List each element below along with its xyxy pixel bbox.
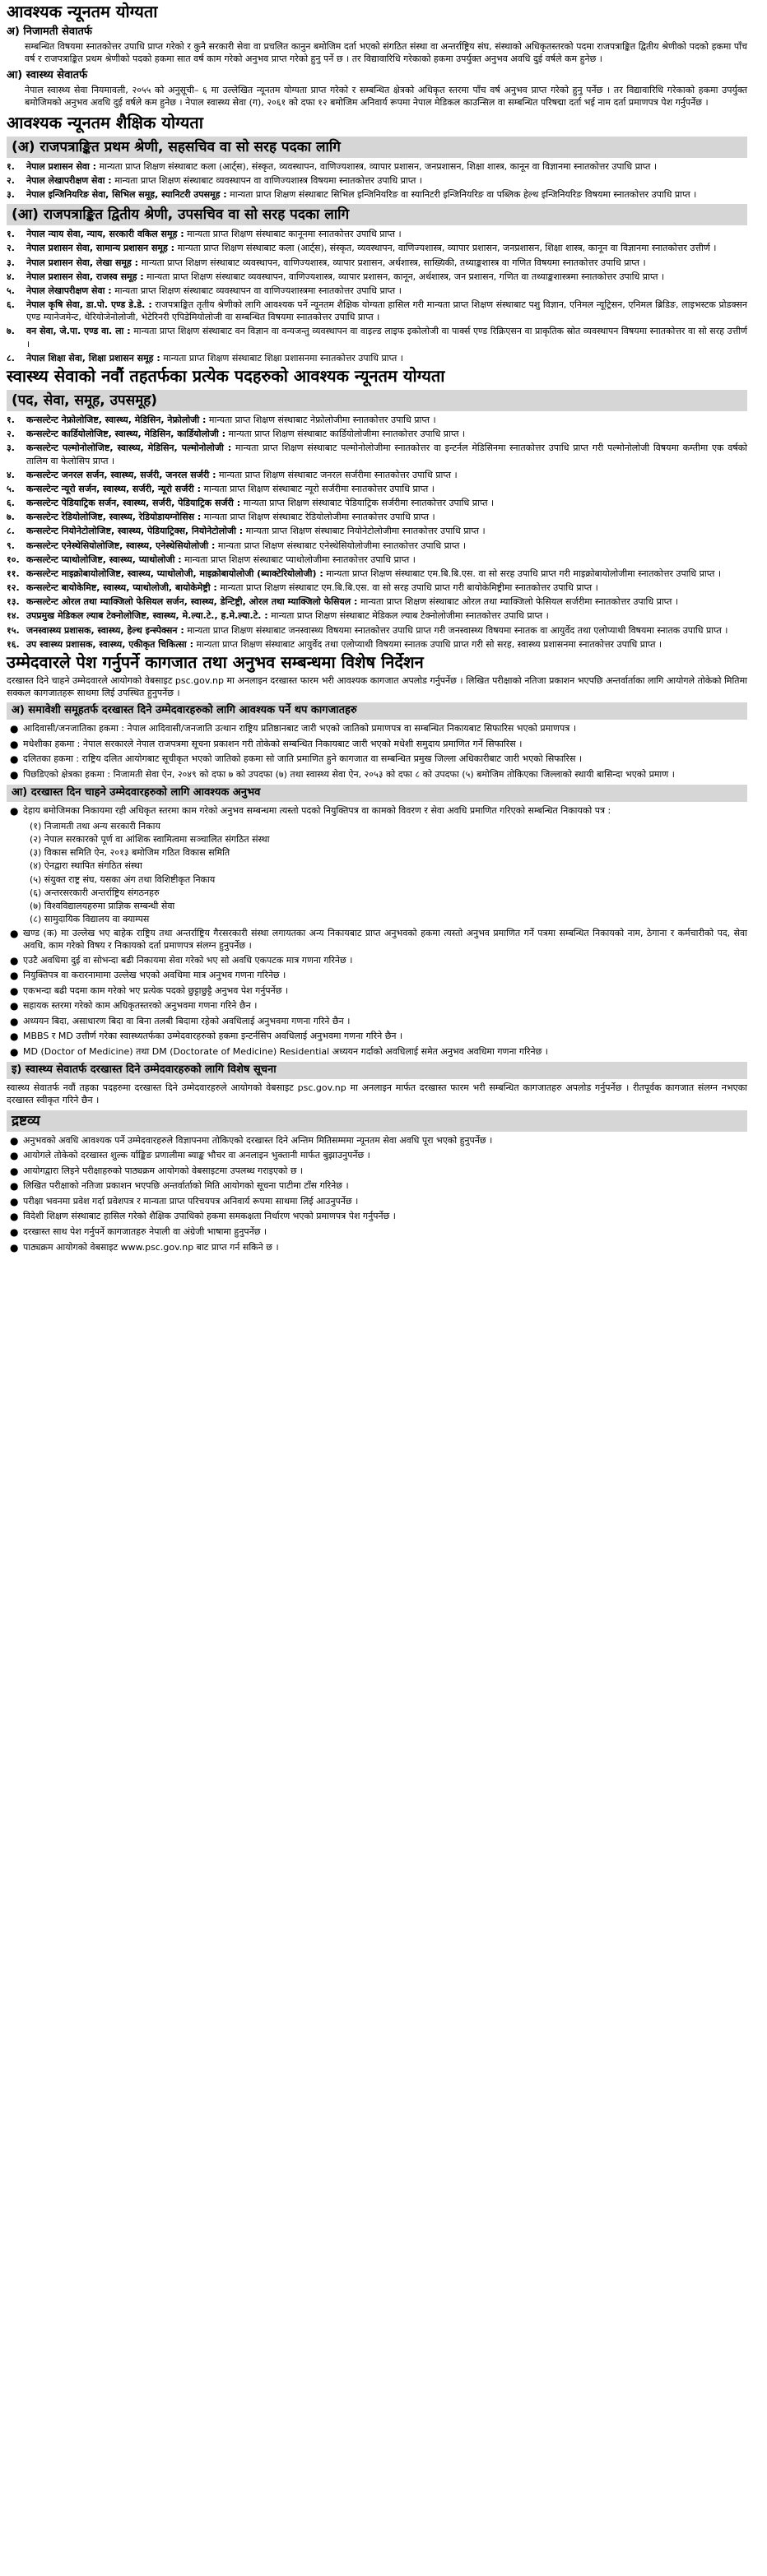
bullet-text: लिखित परीक्षाको नतिजा प्रकाशन भएपछि अन्तर्वार्ताको मिति आयोगको सूचना पाटीमा टाँस गरिनेछ । [23, 1180, 349, 1192]
item-number: ८. [7, 352, 15, 364]
post-name: कन्सल्टेन्ट प्याथोलोजिष्ट, स्वास्थ्य, प्याथोलोजी : [26, 554, 182, 565]
post-service-group-band: (पद, सेवा, समूह, उपसमूह) [7, 390, 747, 411]
post-name: कन्सल्टेन्ट एनेस्थेसियोलोजिष्ट, स्वास्थ्य, एनेस्थेसियोलोजी : [26, 540, 216, 551]
experience-note-item [7, 999, 747, 1013]
item-number: ७. [7, 326, 15, 337]
bullet-icon: ● [10, 1031, 19, 1043]
post-name: कन्सल्टेन्ट ओरल तथा म्याक्जिलो फेसियल सर्जन, स्वास्थ्य, डेन्टिष्ट्री, ओरल तथा म्याक्जिलो फेसियल : [26, 596, 358, 608]
item-number: ११. [7, 568, 20, 579]
bullet-text: सहायक स्तरमा गरेको काम अधिकृतस्तरको अनुभवमा गणना गरिने छैन । [23, 1000, 258, 1012]
bullet-icon: ● [10, 954, 19, 966]
bullet-icon: ● [10, 805, 19, 818]
bullet-text: आयोगद्वारा लिइने परीक्षाहरुको पाठ्यक्रम आयोगको वेबसाइटमा उपलब्ध गराइएको छ । [23, 1165, 304, 1176]
item-number: २. [7, 174, 15, 186]
agency-item: (३) विकास समिति ऐन, २०१३ बमोजिम गठित विकास समिति [30, 847, 230, 859]
bullet-text: अध्ययन बिदा, असाधारण बिदा वा बिना तलबी बिदामा रहेको अवधिलाई अनुभवमा गणना गरिने छैन । [23, 1015, 351, 1026]
post-name: कन्सल्टेन्ट रेडियोलोजिष्ट, स्वास्थ्य, रेडियोडायग्नोसिस : [26, 512, 202, 523]
second-class-item [7, 325, 747, 350]
item-number: ८. [7, 526, 15, 537]
health-service-text: नेपाल स्वास्थ्य सेवा नियमावली, २०५५ को अनुसूची– ६ मा उल्लेखित न्यूनतम योग्यता प्राप्त गरेको र सम्बन्धित क्षेत्रको अधिकृत स्तरमा पाँच वर्ष अनुभव प्राप्त गरेको हुनु पर्नेछ । तर विद्यावारिधि गरेकाको हकमा उपर्युक्त बमोजिमको अनुभव अवधि दुई वर्षले कम हुनेछ । नेपाल स्वास्थ्य सेवा (ग), २०६१ को दफा १२ बमोजिम अनिवार्य रूपमा नेपाल मेडिकल काउन्सिल वा सम्बन्धित परिषद्मा दर्ता भई नाम दर्ता प्रमाणपत्र पेश गर्नुपर्नेछ । [25, 85, 747, 109]
item-number: १०. [7, 554, 20, 565]
special-instruction-intro: दरखास्त दिने चाहने उम्मेदवारले आयोगको वेबसाइट psc.gov.np मा अनलाइन दरखास्त फारम भरी आवश्यक कागजात अपलोड गर्नुपर्नेछ । लिखित परीक्षाको नतिजा प्रकाशन भएपछि अन्तर्वार्ताका लागि आयोगले तोकेको मितिमा सक्कल कागजातहरू साथमा लिई उपस्थित हुनुपर्नेछ । [7, 675, 747, 699]
second-class-item [7, 271, 747, 283]
inclusive-docs-band: अ) समावेशी समूहतर्फ दरखास्त दिने उम्मेदवारहरुको लागि आवश्यक पर्ने थप कागजातहरु [7, 702, 747, 720]
post-qualification: मान्यता प्राप्त शिक्षण संस्थाबाट नेफ्रोलोजीमा स्नातकोत्तर उपाधि प्राप्त । [206, 415, 436, 426]
second-class-item [7, 242, 747, 254]
health-post-list [7, 414, 747, 651]
post-name: उपप्रमुख मेडिकल ल्याब टेक्नोलोजिष्ट, स्वास्थ्य, मे.ल्या.टे., ह.मे.ल्या.टे. : [26, 610, 268, 622]
health-post-item [7, 525, 747, 537]
post-name: नेपाल प्रशासन सेवा : [26, 160, 97, 172]
second-class-item [7, 285, 747, 297]
post-qualification: मान्यता प्राप्त शिक्षण संस्थाबाट सिभिल इन्जिनियरिङ वा स्यानिटरी इन्जिनियरिङ वा पब्लिक हेल्थ इन्जिनियरिङ विषयमा स्नातकोत्तर उपाधि प्राप्त । [226, 189, 697, 200]
post-name: कन्सल्टेन्ट नेफ्रोलोजिष्ट, स्वास्थ्य, मेडिसिन, नेफ्रोलोजी : [26, 415, 207, 426]
item-number: ५. [7, 285, 15, 296]
post-qualification: मान्यता प्राप्त शिक्षण संस्थाबाट एम.बि.बि.एस. वा सो सरह उपाधि प्राप्त गरी बायोकेमिष्ट्रीमा स्नातकोत्तर उपाधि प्राप्त । [216, 582, 598, 594]
bullet-text: दरखास्त साथ पेश गर्नुपर्ने कागजातहरु नेपाली वा अंग्रेजी भाषामा हुनुपर्नेछ । [23, 1226, 267, 1238]
bullet-text: खण्ड (क) मा उल्लेख भए बाहेक राष्ट्रिय तथा अन्तर्राष्ट्रिय गैरसरकारी संस्था लगायतका अन्य निकायबाट प्राप्त अनुभवको हकमा त्यस्तो अनुभव प्रमाणित गर्ने पत्रमा सम्बन्धित निकायको नाम, ठेगाना र कर्मचारीको पद, सेवा अवधि, काम गरेको विषय र निकायको दर्ता प्रमाणपत्र संलग्न हुनुपर्नेछ । [23, 928, 747, 952]
bullet-text: नियुक्तिपत्र वा करारनामामा उल्लेख भएको अवधिमा मात्र अनुभव गणना गरिनेछ । [23, 970, 286, 981]
post-name: नेपाल शिक्षा सेवा, शिक्षा प्रशासन समूह : [26, 352, 160, 364]
health-special-notice-band: इ) स्वास्थ्य सेवातर्फ दरखास्त दिने उम्मेदवारहरुको लागि विशेष सूचना [7, 1062, 747, 1079]
health-post-item [7, 638, 747, 651]
bullet-text: पाठ्यक्रम आयोगको वेबसाइट www.psc.gov.np बाट प्राप्त गर्न सकिने छ । [23, 1241, 279, 1253]
post-name: उप स्वास्थ्य प्रशासक, स्वास्थ्य, एकीकृत चिकित्सा : [26, 638, 193, 650]
post-qualification: मान्यता प्राप्त शिक्षण संस्थाबाट शिक्षा प्रशासनमा स्नातकोत्तर उपाधि प्राप्त । [160, 352, 403, 364]
post-qualification: मान्यता प्राप्त शिक्षण संस्थाबाट प्याथोलोजीमा स्नातकोत्तर उपाधि प्राप्त । [181, 554, 416, 565]
post-name: कन्सल्टेन्ट बायोकेमिष्ट, स्वास्थ्य, प्याथोलोजी, बायोकेमेष्ट्री : [26, 582, 217, 594]
post-name: कन्सल्टेन्ट कार्डियोलोजिष्ट, स्वास्थ्य, मेडिसिन, कार्डियोलोजी : [26, 429, 226, 440]
bullet-icon: ● [10, 1015, 19, 1027]
inclusive-doc-item [7, 768, 747, 782]
item-number: ३. [7, 257, 15, 268]
post-name: वन सेवा, जे.पा. एण्ड वा. ला : [26, 326, 131, 337]
second-class-item [7, 352, 747, 364]
note-item [7, 1225, 747, 1239]
bullet-text: आदिवासी/जनजातिका हकमा : नेपाल आदिवासी/जनजाति उत्थान राष्ट्रिय प्रतिष्ठानबाट जारी भएको जातिको प्रमाणपत्र वा सम्बन्धित निकायबाट सिफारिस भएको प्रमाणपत्र । [23, 723, 576, 734]
post-name: कन्सल्टेन्ट पल्मोनोलोजिष्ट, स्वास्थ्य, मेडिसिन, पल्मोनोलोजी : [26, 442, 232, 454]
inclusive-doc-item [7, 722, 747, 736]
bullet-text: पिछडिएको क्षेत्रका हकमा : निजामती सेवा ऐन, २०४९ को दफा ७ को उपदफा (७) तथा स्वास्थ्य सेवा ऐन, २०५३ को दफा ८ को उपदफा (५) बमोजिम तोकिएका जिल्लाको स्थायी बासिन्दा भएको प्रमाण । [23, 768, 675, 780]
item-number: ४. [7, 271, 15, 282]
post-qualification: मान्यता प्राप्त शिक्षण संस्थाबाट वन विज्ञान वा वन्यजन्तु व्यवस्थापन वा वाइल्ड लाइफ इकोलोजी वा पार्क्स एण्ड रिक्रिएसन वा प्राकृतिक स्रोत व्यवस्थापन विषयमा स्नातकोत्तर वा सो सरह उत्तीर्ण । [26, 326, 748, 350]
notes-band: द्रष्टव्य [7, 1110, 747, 1132]
agency-item: (२) नेपाल सरकारको पूर्ण वा आंशिक स्वामित्वमा सञ्चालित संगठित संस्था [30, 834, 270, 846]
health-post-item [7, 624, 747, 637]
health-post-item [7, 497, 747, 509]
notice-page [0, 0, 754, 1254]
item-number: १२. [7, 582, 20, 594]
experience-note-item [7, 1015, 747, 1029]
experience-note-item [7, 1045, 747, 1059]
bullet-icon: ● [10, 1241, 19, 1253]
post-qualification: मान्यता प्राप्त शिक्षण संस्थाबाट कला (आर्ट्स), संस्कृत, व्यवस्थापन, वाणिज्यशास्त्र, व्यापार प्रशासन, जनप्रशासन, शिक्षा शास्त्र, कानून वा विज्ञानमा स्नातकोत्तर उपाधि प्राप्त । [96, 160, 658, 172]
post-qualification: मान्यता प्राप्त शिक्षण संस्थाबाट जनरल सर्जरीमा स्नातकोत्तर उपाधि प्राप्त । [216, 469, 458, 480]
post-name: नेपाल प्रशासन सेवा, राजस्व समूह : [26, 271, 144, 282]
experience-note-item [7, 1030, 747, 1044]
bullet-icon: ● [10, 768, 19, 781]
bullet-text: एउटै अवधिमा दुई वा सोभन्दा बढी निकायमा सेवा गरेको भए सो अवधि एकपटक मात्र गणना गरिनेछ । [23, 954, 353, 966]
bullet-icon: ● [10, 738, 19, 750]
bullet-icon: ● [10, 1226, 19, 1239]
post-name: कन्सल्टेन्ट माइक्रोबायोलोजिष्ट, स्वास्थ्य, प्याथोलोजी, माइक्रोबायोलोजी (ब्याक्टेरियोलोजी) : [26, 568, 323, 579]
item-number: २. [7, 429, 15, 440]
second-class-item [7, 299, 747, 323]
min-qualification-title: आवश्यक न्यूनतम योग्यता [7, 2, 158, 21]
bullet-text: आयोगले तोकेको दरखास्त शुल्क र्याङ्किङ प्रणालीमा ब्याङ्क भौचर वा अनलाइन भुक्तानी मार्फत बुझाउनुपर्नेछ । [23, 1150, 370, 1161]
first-class-list [7, 160, 747, 202]
post-name: नेपाल लेखापरीक्षण सेवा : [26, 285, 112, 296]
health-post-item [7, 483, 747, 495]
post-qualification: मान्यता प्राप्त शिक्षण संस्थाबाट पेडियाट्रिक सर्जरीमा स्नातकोत्तर उपाधि प्राप्त । [240, 498, 495, 509]
health-post-item [7, 540, 747, 552]
post-qualification: मान्यता प्राप्त शिक्षण संस्थाबाट रेडियोलोजीमा स्नातकोत्तर उपाधि प्राप्त । [201, 512, 435, 523]
health-special-notice-text: स्वास्थ्य सेवातर्फ नवौं तहका पदहरुमा दरखास्त दिने उम्मेदवारहरुले आयोगको वेबसाइट psc.gov.np मा अनलाइन मार्फत दरखास्त फारम भरी सम्बन्धित कागजातहरु अपलोड गर्नुपर्नेछ । रीतपूर्वक कागजात संलग्न नभएका दरखास्त स्वीकृत गरिने छैन । [7, 1082, 747, 1106]
agency-item: (८) सामुदायिक विद्यालय वा क्याम्पस [30, 914, 150, 925]
experience-item [7, 804, 747, 818]
second-class-item [7, 257, 747, 269]
post-name: नेपाल लेखापरीक्षण सेवा : [26, 174, 112, 186]
item-number: १३. [7, 596, 20, 608]
health-service-label: आ) स्वास्थ्य सेवातर्फ [7, 69, 88, 82]
experience-notes-list [7, 927, 747, 1059]
agency-item: (७) विश्वविद्यालयहरुमा प्राज्ञिक सम्बन्धी सेवा [30, 900, 175, 911]
note-item [7, 1149, 747, 1163]
health-ninth-level-title: स्वास्थ्य सेवाको नवौं तहतर्फका प्रत्येक पदहरुको आवश्यक न्यूनतम योग्यता [7, 365, 445, 386]
agency-list [7, 820, 747, 925]
note-item [7, 1179, 747, 1193]
bullet-icon: ● [10, 1000, 19, 1012]
agency-item: (६) अन्तरसरकारी अन्तर्राष्ट्रिय संगठनहरु [30, 887, 160, 898]
second-class-item [7, 228, 747, 240]
health-post-item [7, 511, 747, 523]
post-qualification: मान्यता प्राप्त शिक्षण संस्थाबाट जनस्वास्थ्य विषयमा स्नातकोत्तर उपाधि प्राप्त गरी जनस्वास्थ्य विषयमा स्नातक वा आयुर्वेद तथा एलोप्याथी विषयमा स्नातक उपाधि प्राप्त । [184, 624, 728, 636]
experience-note-item [7, 969, 747, 983]
bullet-icon: ● [10, 753, 19, 766]
bullet-icon: ● [10, 1180, 19, 1193]
item-number: २. [7, 243, 15, 254]
item-number: ६. [7, 299, 15, 311]
bullet-text: देहाय बमोजिमका निकायमा रही अधिकृत स्तरमा काम गरेको अनुभव सम्बन्धमा त्यस्तो पदको नियुक्तिपत्र वा कामको विवरण र सेवा अवधि प्रमाणित गरिएको सम्बन्धित निकायको पत्र : [23, 805, 611, 817]
note-item [7, 1195, 747, 1209]
post-name: नेपाल प्रशासन सेवा, लेखा समूह : [26, 257, 139, 268]
experience-list [7, 804, 747, 818]
bullet-icon: ● [10, 1150, 19, 1162]
health-post-item [7, 428, 747, 440]
bullet-text: एकभन्दा बढी पदमा काम गरेको भए प्रत्येक पदको छुट्टाछुट्टै अनुभव पेश गर्नुपर्नेछ । [23, 985, 289, 996]
first-class-band: (अ) राजपत्राङ्कित प्रथम श्रेणी, सहसचिव वा सो सरह पदका लागि [7, 137, 747, 158]
inclusive-doc-item [7, 738, 747, 752]
health-post-item [7, 609, 747, 622]
item-number: १. [7, 415, 15, 426]
experience-note-item [7, 985, 747, 998]
post-qualification: मान्यता प्राप्त शिक्षण संस्थाबाट व्यवस्थापन, वाणिज्यशास्त्र, व्यापार प्रशासन, अर्थशास्त्र, साख्यिकी, तथ्याङ्कशास्त्र वा गणित विषयमा स्नातकोत्तर उपाधि प्राप्त । [138, 257, 646, 268]
bullet-icon: ● [10, 1165, 19, 1177]
post-qualification: मान्यता प्राप्त शिक्षण संस्थाबाट कार्डियोलोजीमा स्नातकोत्तर उपाधि प्राप्त । [225, 429, 466, 440]
item-number: १५. [7, 624, 20, 636]
item-number: ७. [7, 512, 15, 523]
item-number: ४. [7, 469, 15, 480]
post-qualification: मान्यता प्राप्त शिक्षण संस्थाबाट पल्मोनोलोजीमा स्नातकोत्तर वा इन्टर्नल मेडिसिनमा स्नातकोत्तर उपाधि प्राप्त गरी पल्मोनोलोजी विषयमा कम्तीमा एक वर्षको तालिम वा फेलोसिप प्राप्त । [26, 442, 748, 466]
first-class-item [7, 174, 747, 187]
post-qualification: मान्यता प्राप्त शिक्षण संस्थाबाट एम.बि.बि.एस. वा सो सरह उपाधि प्राप्त गरी माइक्रोबायोलोजीमा स्नातकोत्तर उपाधि प्राप्त । [323, 568, 722, 579]
bullet-icon: ● [10, 970, 19, 982]
health-post-item [7, 595, 747, 608]
bullet-icon: ● [10, 1045, 19, 1058]
notes-list [7, 1134, 747, 1254]
health-post-item [7, 469, 747, 481]
experience-band: आ) दरखास्त दिन चाहने उम्मेदवारहरुको लागि आवश्यक अनुभव [7, 785, 747, 802]
bullet-icon: ● [10, 723, 19, 735]
bullet-text: MD (Doctor of Medicine) तथा DM (Doctorate of Medicine) Residential अध्ययन गर्दाको अवधिलाई समेत अनुभव अवधिमा गणना गरिनेछ । [23, 1045, 548, 1057]
inclusive-doc-item [7, 753, 747, 767]
experience-note-item [7, 954, 747, 968]
bullet-text: अनुभवको अवधि आवश्यक पर्ने उम्मेदवारहरुले विज्ञापनमा तोकिएको दरखास्त दिने अन्तिम मितिसम्ममा न्यूनतम सेवा अवधि पूरा भएको हुनुपर्नेछ । [23, 1134, 493, 1146]
health-post-item [7, 414, 747, 426]
first-class-item [7, 160, 747, 173]
bullet-text: परीक्षा भवनमा प्रवेश गर्दा प्रवेशपत्र र मान्यता प्राप्त परिचयपत्र अनिवार्य रूपमा साथमा लिई आउनुपर्नेछ । [23, 1195, 359, 1207]
civil-service-text: सम्बन्धित विषयमा स्नातकोत्तर उपाधि प्राप्त गरेको र कुनै सरकारी सेवा वा प्रचलित कानुन बमोजिम दर्ता भएको संगठित संस्था वा अन्तर्राष्ट्रिय संघ, संस्थाको अधिकृतस्तरको पदमा राजपत्राङ्कित द्वितीय श्रेणीको पदको हकमा पाँच वर्ष र राजपत्राङ्कित प्रथम श्रेणीको पदको हकमा सात वर्ष काम गरेको अनुभव प्राप्त गरेको हुनु पर्ने छ । तर विद्यावारिधि गरेकाको हकमा उपर्युक्त अनुभव अवधि दुई वर्षले कम हुनेछ । [25, 40, 747, 65]
post-name: नेपाल प्रशासन सेवा, सामान्य प्रशासन समूह : [26, 243, 175, 254]
second-class-band: (आ) राजपत्राङ्कित द्वितीय श्रेणी, उपसचिव वा सो सरह पदका लागि [7, 204, 747, 225]
post-name: नेपाल कृषि सेवा, डा.पो. एण्ड डे.डे. : [26, 299, 152, 311]
inclusive-docs-list [7, 722, 747, 781]
item-number: १४. [7, 610, 20, 622]
item-number: १. [7, 160, 15, 172]
health-post-item [7, 581, 747, 594]
post-qualification: मान्यता प्राप्त शिक्षण संस्थाबाट आयुर्वेद तथा एलोप्याथी विषयमा स्नातक उपाधि प्राप्त गरी सो सरह, स्वास्थ्य प्रशासनमा स्नातकोत्तर उपाधि प्राप्त । [193, 638, 662, 650]
post-name: कन्सल्टेन्ट नियोनेटोलोजिष्ट, स्वास्थ्य, पेडियाट्रिक्स, नियोनेटोलोजी : [26, 526, 244, 537]
post-qualification: मान्यता प्राप्त शिक्षण संस्थाबाट कला (आर्ट्स), संस्कृत, व्यवस्थापन, वाणिज्यशास्त्र, व्यापार प्रशासन, जनप्रशासन, शिक्षा शास्त्र, कानून वा विज्ञानमा स्नातकोत्तर उत्तीर्ण । [174, 243, 717, 254]
bullet-icon: ● [10, 928, 19, 940]
post-name: कन्सल्टेन्ट जनरल सर्जन, स्वास्थ्य, सर्जरी, जनरल सर्जरी : [26, 469, 216, 480]
bullet-text: विदेशी शिक्षण संस्थाबाट हासिल गरेको शैक्षिक उपाधिको हकमा समकक्षता निर्धारण भएको प्रमाणपत्र पेश गर्नुपर्नेछ । [23, 1211, 396, 1222]
health-post-item [7, 442, 747, 466]
post-qualification: राजपत्राङ्कित तृतीय श्रेणीको लागि आवश्यक पर्ने न्यूनतम शैक्षिक योग्यता हासिल गरी मान्यता प्राप्त शिक्षण संस्थाबाट पशु विज्ञान, एनिमल न्यूट्रिसन, एनिमल ब्रिडिङ, लाइभस्टक प्रोडक्सन एण्ड म्यानेजमेन्ट, थेरियोजेनोलोजी, भेटेरिनरी एपिडेमियोलोजी वा सम्बन्धित विषयमा स्नातकोत्तर उपाधि प्राप्त । [26, 299, 747, 323]
health-post-item [7, 568, 747, 580]
post-qualification: मान्यता प्राप्त शिक्षण संस्थाबाट ओरल तथा म्याक्जिलो फेसियल सर्जरीमा स्नातकोत्तर उपाधि प्राप्त । [357, 596, 679, 608]
bullet-text: दलितका हकमा : राष्ट्रिय दलित आयोगबाट सूचीकृत भएको जातिको हकमा सो जाति प्रमाणित हुने कागजात वा सम्बन्धित प्रमुख जिल्ला अधिकारीबाट जारी भएको सिफारिस । [23, 753, 583, 765]
note-item [7, 1134, 747, 1148]
bullet-icon: ● [10, 1134, 19, 1147]
bullet-icon: ● [10, 1211, 19, 1223]
item-number: ९. [7, 540, 15, 551]
note-item [7, 1210, 747, 1224]
first-class-item [7, 188, 747, 201]
agency-item: (१) निजामती तथा अन्य सरकारी निकाय [30, 820, 160, 832]
bullet-text: मधेशीका हकमा : नेपाल सरकारले नेपाल राजपत्रमा सूचना प्रकाशन गरी तोकेको सम्बन्धित निकायबाट जारी भएको मधेशी समुदाय प्रमाणित गर्ने सिफारिस । [23, 738, 523, 749]
item-number: ३. [7, 189, 15, 200]
post-qualification: मान्यता प्राप्त शिक्षण संस्थाबाट मेडिकल ल्याब टेक्नोलोजीमा स्नातकोत्तर उपाधि प्राप्त । [267, 610, 549, 622]
item-number: १६. [7, 638, 20, 650]
item-number: ५. [7, 483, 15, 494]
bullet-icon: ● [10, 985, 19, 997]
post-qualification: मान्यता प्राप्त शिक्षण संस्थाबाट कानूनमा स्नातकोत्तर उपाधि प्राप्त । [184, 229, 402, 240]
min-education-title: आवश्यक न्यूनतम शैक्षिक योग्यता [7, 112, 203, 132]
post-qualification: मान्यता प्राप्त शिक्षण संस्थाबाट व्यवस्थापन वा वाणिज्यशास्त्र विषयमा स्नातकोत्तर उपाधि प्राप्त । [111, 174, 423, 186]
experience-note-item [7, 927, 747, 952]
health-post-item [7, 554, 747, 566]
civil-service-label: अ) निजामती सेवातर्फ [7, 25, 92, 38]
special-instruction-title: उम्मेदवारले पेश गर्नुपर्ने कागजात तथा अनुभव सम्बन्धमा विशेष निर्देशन [7, 652, 424, 672]
post-name: कन्सल्टेन्ट पेडियाट्रिक सर्जन, स्वास्थ्य, सर्जरी, पेडियाट्रिक सर्जरी : [26, 498, 241, 509]
bullet-icon: ● [10, 1195, 19, 1207]
item-number: ३. [7, 442, 15, 454]
agency-item: (५) संयुक्त राष्ट्र संघ, यसका अंग तथा विशिष्टीकृत निकाय [30, 873, 216, 885]
note-item [7, 1165, 747, 1179]
post-qualification: मान्यता प्राप्त शिक्षण संस्थाबाट न्यूरो सर्जरीमा स्नातकोत्तर उपाधि प्राप्त । [200, 483, 435, 494]
post-qualification: मान्यता प्राप्त शिक्षण संस्थाबाट एनेस्थेसियोलोजीमा स्नातकोत्तर उपाधि प्राप्त । [215, 540, 467, 551]
post-name: नेपाल न्याय सेवा, न्याय, सरकारी वकिल समूह : [26, 229, 184, 240]
post-qualification: मान्यता प्राप्त शिक्षण संस्थाबाट नियोनेटोलोजीमा स्नातकोत्तर उपाधि प्राप्त । [243, 526, 486, 537]
second-class-list [7, 228, 747, 364]
item-number: ६. [7, 498, 15, 509]
post-qualification: मान्यता प्राप्त शिक्षण संस्थाबाट व्यवस्थापन वा वाणिज्यशास्त्रमा स्नातकोत्तर उपाधि प्राप्त । [111, 285, 402, 296]
post-qualification: मान्यता प्राप्त शिक्षण संस्थाबाट व्यवस्थापन, वाणिज्यशास्त्र, व्यापार प्रशासन, कानून, अर्थशास्त्र, जन प्रशासन, गणित वा तथ्याङ्कशास्त्रमा स्नातकोत्तर उपाधि प्राप्त । [143, 271, 665, 282]
post-name: जनस्वास्थ्य प्रशासक, स्वास्थ्य, हेल्थ इन्स्पेक्सन : [26, 624, 184, 636]
post-name: नेपाल इन्जिनियरिङ सेवा, सिभिल समूह, स्यानिटरी उपसमूह : [26, 189, 227, 200]
bullet-text: MBBS र MD उत्तीर्ण गरेका स्वास्थ्यतर्फका उम्मेदवारहरुको हकमा इन्टर्नसिप अवधिलाई अनुभवमा गणना गरिने छैन । [23, 1031, 403, 1042]
note-item [7, 1241, 747, 1255]
item-number: १. [7, 229, 15, 240]
agency-item: (४) ऐनद्वारा स्थापित संगठित संस्था [30, 860, 142, 872]
post-name: कन्सल्टेन्ट न्यूरो सर्जन, स्वास्थ्य, सर्जरी, न्यूरो सर्जरी : [26, 483, 201, 494]
